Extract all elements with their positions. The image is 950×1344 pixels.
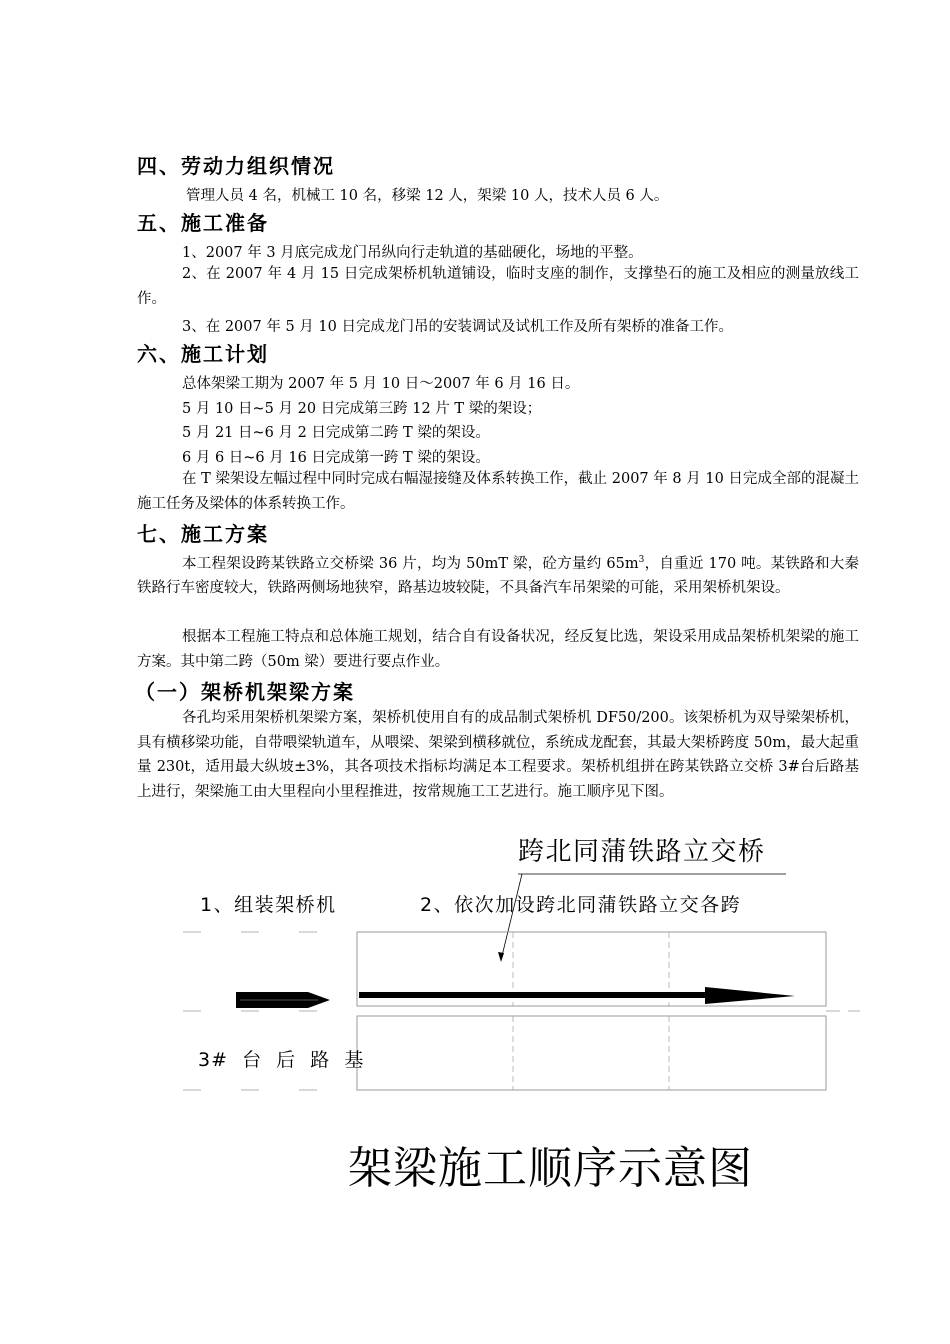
scheme-p1-after: ，自重近 170 吨。某铁路和大秦铁路行车密度较大，铁路两侧场地狭窄，路基边坡较陡，不具备汽车吊架梁的可能，采用架桥机架设。: [137, 555, 859, 597]
prep-item-2: 2、在 2007 年 4 月 15 日完成架桥机轨道铺设，临时支座的制作，支撑垫石的施工及相应的测量放线工作。: [137, 266, 859, 307]
subsection-heading-bridge-erecting: （一）架桥机架梁方案: [135, 680, 355, 704]
scheme-p1-before: 本工程架设跨某铁路立交桥梁 36 片，均为 50mT 梁，砼方量约 65m: [182, 555, 639, 572]
labor-text: 管理人员 4 名，机械工 10 名，移梁 12 人，架梁 10 人，技术人员 6 人。: [186, 188, 669, 204]
prep-item-1: 1、2007 年 3 月底完成龙门吊纵向行走轨道的基础硬化，场地的平整。: [182, 245, 643, 261]
section-heading-plan: 六、施工计划: [137, 342, 269, 366]
step-1-label: 1、组装架桥机: [200, 894, 337, 916]
leader-line: [501, 874, 522, 960]
diagram-title: 架梁施工顺序示意图: [348, 1143, 753, 1194]
plan-item-5: 在 T 梁架设左幅过程中同时完成右幅湿接缝及体系转换工作，截止 2007 年 8 月 10 日完成全部的混凝土施工任务及梁体的体系转换工作。: [137, 471, 859, 512]
construction-sequence-diagram: [0, 820, 950, 1200]
leader-arrowhead: [498, 952, 504, 962]
scheme-paragraph-1: [137, 548, 859, 601]
bridge-label: 跨北同蒲铁路立交桥: [518, 837, 766, 867]
long-arrow-shaft: [359, 992, 709, 998]
ground-label: 3# 台 后 路 基: [198, 1049, 365, 1071]
prep-item-3: 3、在 2007 年 5 月 10 日完成龙门吊的安装调试及试机工作及所有架桥的准备工作。: [182, 319, 733, 335]
scheme-paragraph-2: 根据本工程施工特点和总体施工规划，结合自有设备状况，经反复比选，架设采用成品架桥机架梁的施工方案。其中第二跨（50m 梁）要进行要点作业。: [137, 629, 859, 670]
section-heading-preparation: 五、施工准备: [137, 211, 269, 235]
plan-item-1: 总体架梁工期为 2007 年 5 月 10 日～2007 年 6 月 16 日。: [182, 376, 580, 392]
long-arrow-head: [705, 987, 795, 1004]
section-heading-scheme: 七、施工方案: [137, 522, 269, 546]
plan-item-3: 5 月 21 日~6 月 2 日完成第二跨 T 梁的架设。: [182, 425, 490, 441]
step-2-label: 2、依次加设跨北同蒲铁路立交各跨: [420, 894, 742, 916]
scheme-p1-sup: 3: [638, 555, 645, 565]
bridge-lower-box: [357, 1016, 826, 1090]
bridge-erecting-paragraph: 各孔均采用架桥机架梁方案，架桥机使用自有的成品制式架桥机 DF50/200。该架桥机为双导梁架桥机，具有横移梁功能，自带喂梁轨道车，从喂梁、架梁到横移就位，系统成龙配套，其最大架桥跨度 50m，最大起重量 230t，适用最大纵坡±3%，其各项技术指标均满足本工程要求。架桥机组拼在跨某铁路立交桥 3#台后路基上进行，架梁施工由大里程向小里程推进，按常规施工工艺进行。施工顺序见下图。: [137, 710, 859, 800]
plan-item-2: 5 月 10 日~5 月 20 日完成第三跨 12 片 T 梁的架设；: [182, 401, 542, 417]
section-heading-labor: 四、劳动力组织情况: [137, 154, 335, 178]
plan-item-4: 6 月 6 日~6 月 16 日完成第一跨 T 梁的架设。: [182, 450, 490, 466]
